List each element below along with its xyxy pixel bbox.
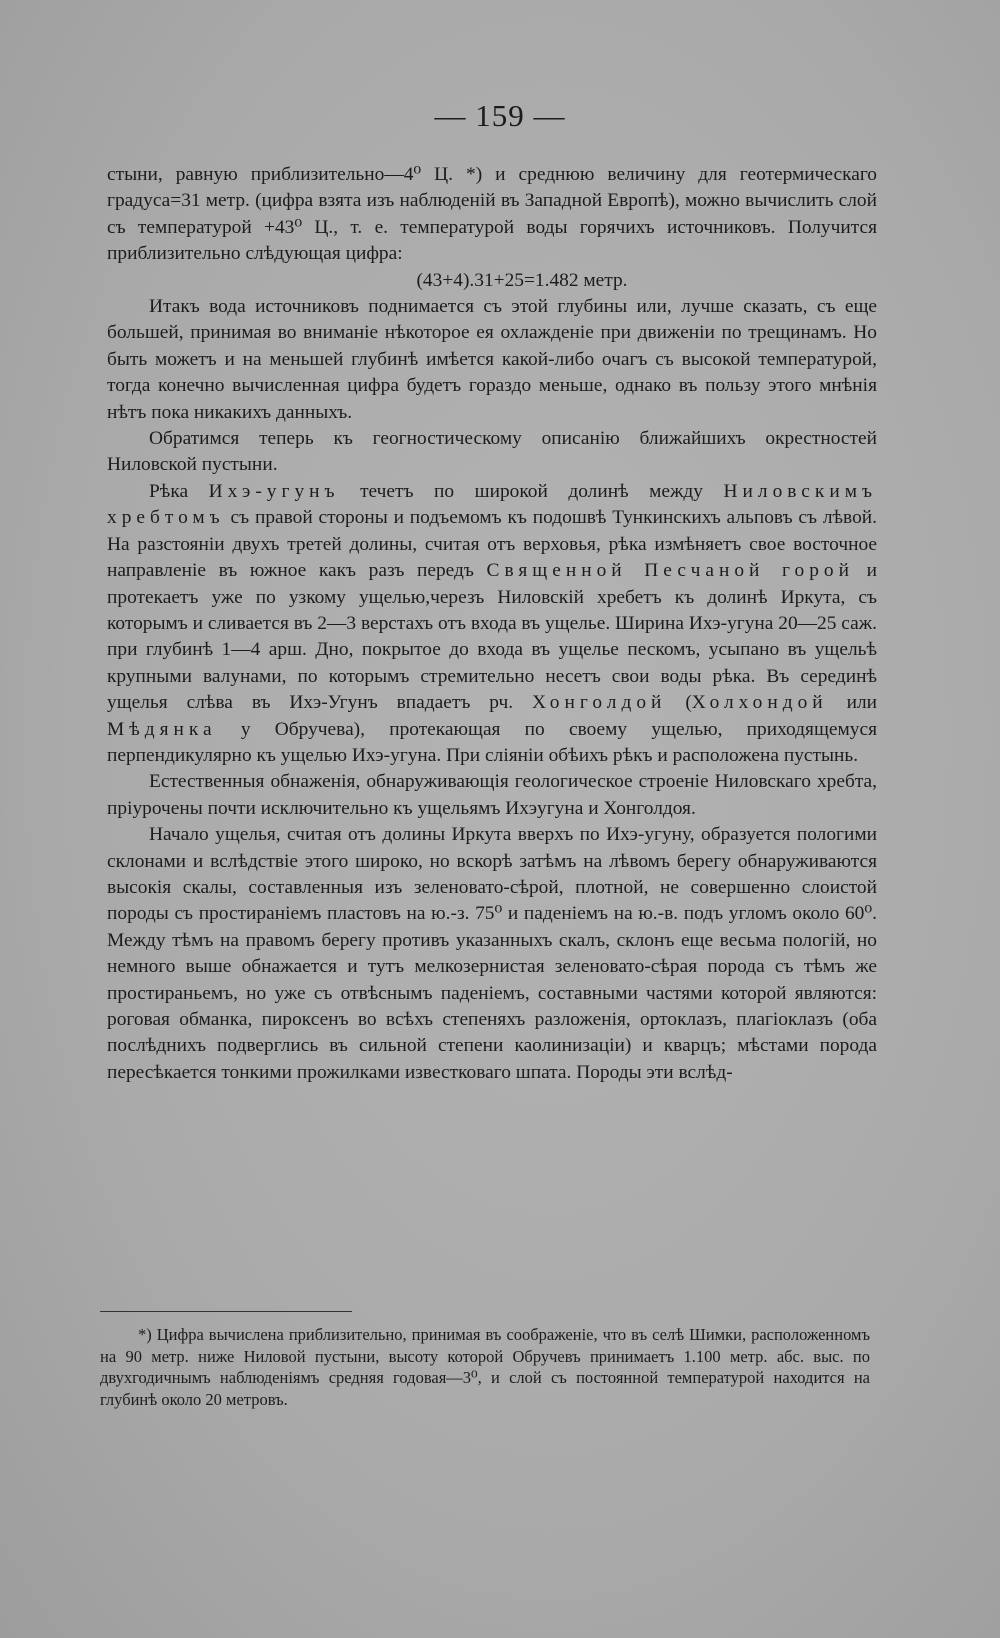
spaced-name-ikhe-ugun: Ихэ-угунъ bbox=[208, 480, 340, 502]
page-number: — 159 — bbox=[434, 98, 566, 133]
text-run: или bbox=[827, 692, 878, 714]
text-run: у Обручева), протекающая по своему ущелью, приходящемуся перпендикулярно къ ущелью Ихэ-угуна. При сліяніи обѣихъ рѣкъ и расположена пустынь. bbox=[107, 718, 877, 766]
footnote bbox=[100, 1324, 870, 1410]
text-run: и протекаетъ уже по узкому ущелью,черезъ Ниловскій хребетъ къ долинѣ Иркута, съ которымъ и сливается въ 2—3 верстахъ отъ входа въ ущелье. Ширина Ихэ-угуна 20—25 саж. при глубинѣ 1—4 арш. Дно, покрытое до входа въ ущелье пескомъ, усыпано въ ущельѣ крупными валунами, по которымъ стремительно несетъ свои воды рѣка. Въ серединѣ ущелья слѣва въ Ихэ-Угунъ впадаетъ рч. bbox=[107, 560, 877, 714]
text-run: ( bbox=[666, 692, 692, 714]
footnote-divider bbox=[100, 1311, 352, 1312]
footnote-text: *) Цифра вычислена приблизительно, принимая въ соображеніе, что въ селѣ Шимки, расположенномъ на 90 метр. ниже Ниловой пустыни, высоту которой Обручевъ принимаетъ 1.100 метр. абс. выс. по двухгодичнымъ наблюденіямъ средняя годовая—3⁰, и слой съ постоянной температурой находится на глубинѣ около 20 метровъ. bbox=[100, 1325, 870, 1409]
main-text bbox=[107, 162, 877, 1086]
spaced-name-medyanka: Мѣдянка bbox=[107, 718, 217, 740]
spaced-name-kholkhondoy: Холхондой bbox=[691, 692, 828, 714]
paragraph-gorge-start: Начало ущелья, считая отъ долины Иркута вверхъ по Ихэ-угуну, образуется пологими склонами и вслѣдствіе этого широко, но вскорѣ затѣмъ на лѣвомъ берегу обнаруживаются высокія скалы, составленныя изъ зеленовато-сѣрой, плотной, не совершенно слоистой породы съ простираніемъ пластовъ на ю.-з. 75⁰ и паденіемъ на ю.-в. подъ угломъ около 60⁰. Между тѣмъ на правомъ берегу противъ указанныхъ скалъ, склонъ еще весьма пологій, но немного выше обнажается и тутъ мелкозернистая зеленовато-сѣрая порода съ тѣмъ же простираньемъ, но уже съ отвѣснымъ паденіемъ, составными частями которой являются: роговая обманка, пироксенъ во всѣхъ степеняхъ разложенія, ортоклазъ, плагіоклазъ (оба послѣднихъ подверглись въ сильной степени каолинизаціи) и кварцъ; мѣстами порода пересѣкается тонкими прожилками известковаго шпата. Породы эти вслѣд- bbox=[107, 824, 877, 1083]
paragraph-geognostic-intro: Обратимся теперь къ геогностическому описанію ближайшихъ окрестностей Ниловской пустыни. bbox=[107, 428, 877, 476]
formula: (43+4).31+25=1.482 метр. bbox=[416, 269, 628, 291]
text-run: съ правой стороны и подъемомъ къ подошвѣ Тункинскихъ альповъ съ лѣвой. На разстояніи двухъ третей долины, считая отъ верховья, рѣка измѣняетъ свое восточное направленіе въ южное какъ разъ передъ bbox=[107, 507, 877, 582]
text-run: Рѣка bbox=[149, 480, 209, 502]
spaced-name-nilovsky-ridge: Ниловскимъ хребтомъ bbox=[107, 480, 878, 529]
text-run: течетъ по широкой долинѣ между bbox=[339, 480, 724, 502]
paragraph-outcrops: Естественныя обнаженія, обнаруживающія геологическое строеніе Ниловскаго хребта, пріурочены почти исключительно къ ущельямъ Ихэугуна и Хонголдоя. bbox=[107, 771, 877, 819]
paragraph-river bbox=[107, 479, 877, 769]
paragraph-continuation: стыни, равную приблизительно—4⁰ Ц. *) и среднюю величину для геотермическаго градуса=31 метр. (цифра взята изъ наблюденій въ Западной Европѣ), можно вычислить слой съ температурой +43⁰ Ц., т. е. температурой воды горячихъ источниковъ. Получится приблизительно слѣдующая цифра: bbox=[107, 164, 877, 265]
spaced-name-khongoldoy: Хонголдой bbox=[532, 692, 667, 714]
spaced-name-sacred-sand-mountain: Священной Песчаной горой bbox=[486, 560, 854, 582]
paragraph-source-depth: Итакъ вода источниковъ поднимается съ этой глубины или, лучше сказать, съ еще большей, принимая во вниманіе нѣкоторое ея охлажденіе при движеніи по трещинамъ. Но быть можетъ и на меньшей глубинѣ имѣется какой-либо очагъ съ высокой температурой, тогда конечно вычисленная цифра будетъ гораздо меньше, однако въ пользу этого мнѣнія нѣтъ пока никакихъ данныхъ. bbox=[107, 296, 877, 423]
